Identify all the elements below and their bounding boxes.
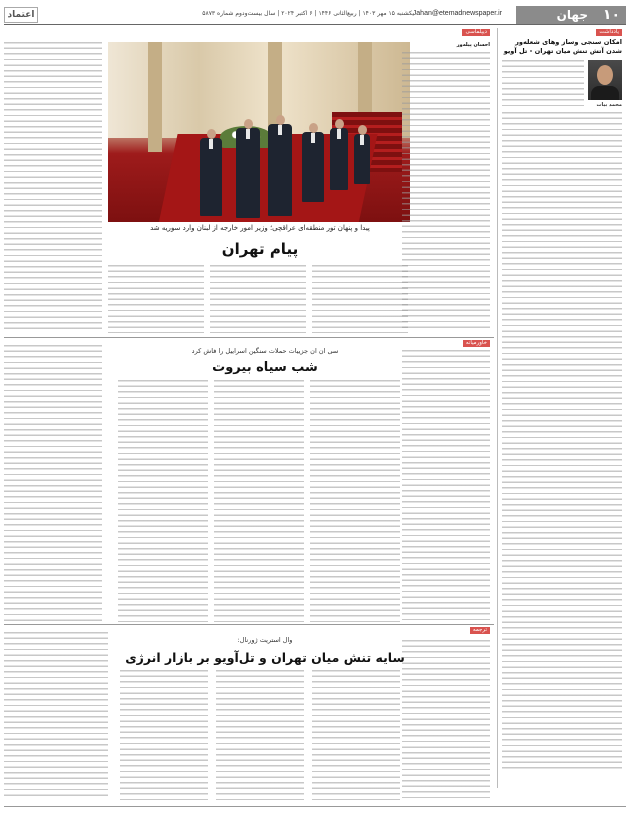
middle-story-col1 <box>402 350 490 620</box>
section-banner <box>516 6 626 24</box>
top-story-byline: احسان پیله‌ور <box>456 42 490 48</box>
top-story-col3 <box>210 265 306 333</box>
middle-story-col2 <box>310 380 400 622</box>
column-body-text <box>502 112 622 772</box>
left-column-text <box>4 345 102 625</box>
bottom-story-col1 <box>402 640 490 800</box>
photo-caption: پیدا و پنهان تور منطقه‌ای عراقچی؛ وزیر امور خارجه از لبنان وارد سوریه شد <box>150 224 370 232</box>
column-tag: یادداشت <box>596 29 622 36</box>
section-name: جهان <box>556 8 588 22</box>
section-divider-2 <box>4 624 494 625</box>
top-story-col4 <box>312 265 408 333</box>
bottom-story-col2 <box>312 670 400 800</box>
section-email[interactable]: Jahan@etemadnewspaper.ir <box>412 10 502 17</box>
bottom-story-col4 <box>120 670 208 800</box>
bottom-story-tag: ترجمه <box>470 627 490 634</box>
bottom-left-text <box>4 632 108 800</box>
top-story-headline[interactable]: پیام تهران <box>221 240 299 258</box>
page-header <box>4 6 626 24</box>
news-photo <box>108 42 410 222</box>
middle-story-col3 <box>214 380 304 622</box>
bottom-story-headline[interactable]: سایه تنش میان تهران و تل‌آویو بر بازار انرژی <box>125 650 405 665</box>
bottom-story-col3 <box>216 670 304 800</box>
column-title: امکان سنجی وساز وهای شعله‌ور شدن آتش تنش میان تهران - تل آویو <box>503 38 622 55</box>
column-divider <box>497 28 498 788</box>
header-rule <box>4 24 626 25</box>
date-line: یکشنبه ۱۵ مهر ۱۴۰۳ | ربیع‌الثانی ۱۴۴۶ | ۶ اکتبر ۲۰۲۴ | سال بیست‌ودوم شماره ۵۸۷۳ <box>202 10 414 17</box>
author-avatar <box>588 60 622 100</box>
newspaper-logo: اعتماد <box>4 7 38 23</box>
middle-story-kicker: سی ان ان جزییات حملات سنگین اسراییل را فاش کرد <box>191 347 339 355</box>
top-story-col1 <box>402 52 490 332</box>
top-story-col2 <box>108 265 204 333</box>
top-story-tag: دیپلماسی <box>462 29 490 36</box>
column-author: محمد بیات <box>596 102 622 108</box>
bottom-story-kicker: وال استریت ژورنال: <box>237 636 293 644</box>
footer-rule <box>4 806 626 807</box>
middle-story-col4 <box>118 380 208 622</box>
section-divider-1 <box>4 337 494 338</box>
top-story-col-left <box>4 42 102 332</box>
middle-story-tag: خاورمیانه <box>463 340 490 347</box>
page-number: ۱۰ <box>602 7 620 23</box>
middle-story-headline[interactable]: شب سیاه بیروت <box>212 360 318 375</box>
column-intro-text <box>502 60 584 108</box>
